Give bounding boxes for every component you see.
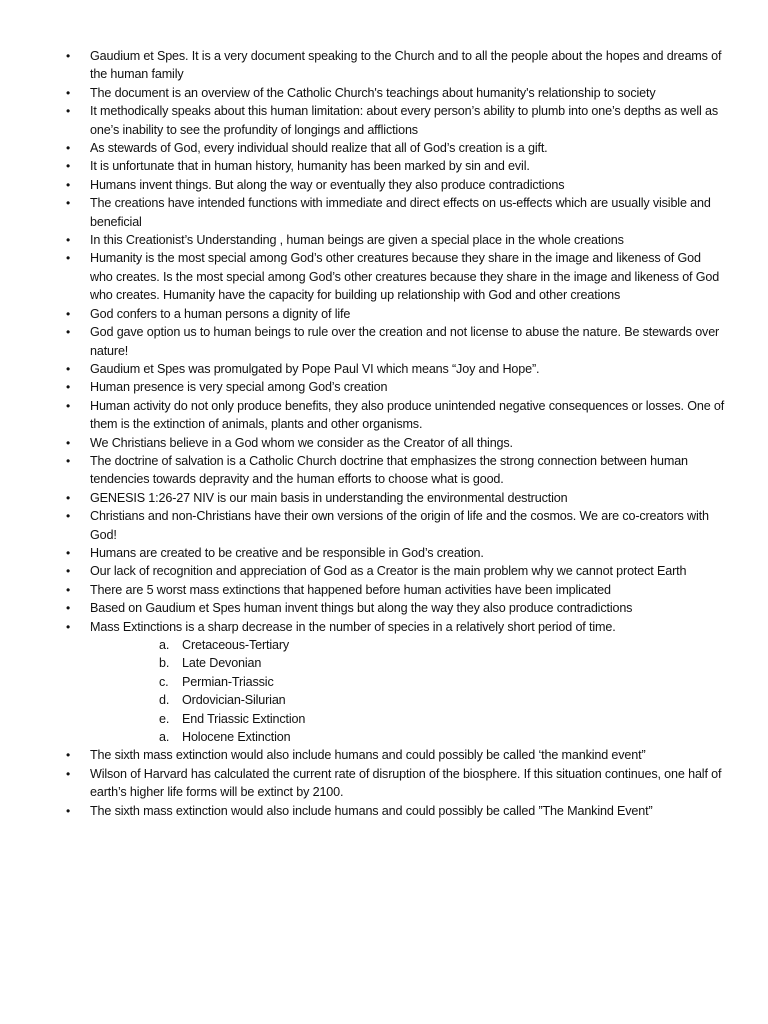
bullet-icon: •: [66, 601, 71, 616]
list-item-text: God gave option us to human beings to rule over the creation and not license to abuse the nature. Be stewards over nature!: [90, 325, 720, 358]
bullet-icon: •: [66, 398, 71, 413]
sublist-item-text: Cretaceous-Tertiary: [182, 638, 290, 652]
extinction-sublist: [90, 636, 726, 746]
list-item-text: Humans are created to be creative and be responsible in God’s creation.: [90, 545, 484, 560]
bullet-icon: •: [66, 619, 71, 634]
bullet-icon: •: [66, 104, 71, 119]
bullet-icon: •: [66, 582, 71, 597]
list-item: [66, 249, 726, 304]
bullet-icon: •: [66, 306, 71, 321]
sublist-item: [90, 691, 726, 709]
bullet-icon: •: [66, 233, 71, 248]
bullet-icon: •: [66, 453, 71, 468]
list-item-text: GENESIS 1:26-27 NIV is our main basis in understanding the environmental destruction: [90, 490, 568, 505]
bullet-icon: •: [66, 435, 71, 450]
list-item: [66, 434, 726, 452]
list-item-text: Human activity do not only produce benefits, they also produce unintended negative consequences or losses. One of them is the extinction of animals, plants and other organisms.: [90, 398, 725, 432]
list-item: [66, 397, 726, 434]
list-item: [66, 544, 726, 562]
list-item: [66, 84, 726, 102]
bullet-icon: •: [66, 159, 71, 174]
bullet-icon: •: [66, 748, 71, 763]
list-item: [66, 746, 726, 764]
list-item: [66, 47, 726, 84]
list-item: [66, 599, 726, 617]
list-item: [66, 452, 726, 489]
bullet-icon: •: [66, 509, 71, 524]
bullet-icon: •: [66, 177, 71, 192]
bullet-icon: •: [66, 803, 71, 818]
list-item-text: Humans invent things. But along the way or eventually they also produce contradictions: [90, 177, 565, 192]
list-item: [66, 360, 726, 378]
bullet-icon: •: [66, 490, 71, 505]
bullet-icon: •: [66, 251, 71, 266]
sublist-item-text: Permian-Triassic: [182, 674, 274, 689]
list-item-text: It is unfortunate that in human history, humanity has been marked by sin and evil.: [90, 159, 530, 174]
bullet-icon: •: [66, 141, 71, 156]
list-item: [66, 618, 726, 747]
list-item: [66, 802, 726, 820]
list-item: [66, 176, 726, 194]
list-item: [66, 231, 726, 249]
list-item-text: The document is an overview of the Catholic Church's teachings about humanity's relationship to society: [90, 85, 656, 100]
list-item: [66, 194, 726, 231]
list-item-text: The doctrine of salvation is a Catholic Church doctrine that emphasizes the strong connection between human tendencies towards depravity and the human efforts to choose what is good.: [90, 453, 688, 487]
list-item: [66, 305, 726, 323]
sublist-marker: a.: [159, 638, 170, 652]
list-item-text: Human presence is very special among God’s creation: [90, 380, 388, 395]
list-item-text: In this Creationist’s Understanding , human beings are given a special place in the whole creations: [90, 233, 624, 248]
list-item-text: Christians and non-Christians have their own versions of the origin of life and the cosmos. We are co-creators with God!: [90, 509, 709, 542]
sublist-item-text: End Triassic Extinction: [182, 711, 306, 726]
list-item-text: Mass Extinctions is a sharp decrease in the number of species in a relatively short period of time.: [90, 619, 616, 634]
list-item-text: There are 5 worst mass extinctions that happened before human activities have been implicated: [90, 582, 611, 597]
sublist-item: [90, 728, 726, 746]
bullet-icon: •: [66, 85, 71, 100]
bullet-icon: •: [66, 196, 71, 211]
sublist-item: [90, 710, 726, 728]
list-item: [66, 323, 726, 360]
bullet-icon: •: [66, 49, 71, 63]
list-item-text: The sixth mass extinction would also include humans and could possibly be called ‘the mankind event”: [90, 748, 646, 763]
list-item-text: As stewards of God, every individual should realize that all of God’s creation is a gift.: [90, 141, 548, 156]
list-item: [66, 581, 726, 599]
list-item: [66, 157, 726, 175]
list-item-text: Gaudium et Spes was promulgated by Pope Paul VI which means “Joy and Hope”.: [90, 361, 540, 376]
sublist-marker: c.: [159, 674, 169, 689]
list-item: [66, 562, 726, 580]
sublist-marker: b.: [159, 656, 170, 671]
sublist-item-text: Late Devonian: [182, 656, 262, 671]
list-item: [66, 489, 726, 507]
list-item-text: We Christians believe in a God whom we consider as the Creator of all things.: [90, 435, 513, 450]
sublist-marker: d.: [159, 693, 170, 708]
list-item-text: Humanity is the most special among God’s other creatures because they share in the image and likeness of God who creates. Is the most special among God’s other creatures because they share in the image and likeness of God who creates. Humanity have the capacity for building up relationship with God and other creations: [90, 251, 720, 303]
bullet-list: [66, 47, 726, 820]
document-body: [66, 47, 726, 820]
list-item-text: The creations have intended functions with immediate and direct effects on us-effects which are usually visible and beneficial: [90, 196, 711, 229]
list-item: [66, 139, 726, 157]
list-item: [66, 765, 726, 802]
sublist-marker: e.: [159, 711, 170, 726]
sublist-item: [90, 673, 726, 691]
sublist-item-text: Ordovician-Silurian: [182, 693, 286, 708]
list-item: [66, 378, 726, 396]
sublist-item-text: Holocene Extinction: [182, 730, 291, 745]
list-item-text: Based on Gaudium et Spes human invent things but along the way they also produce contradictions: [90, 601, 633, 616]
sublist-item: [90, 636, 726, 654]
list-item-text: Our lack of recognition and appreciation of God as a Creator is the main problem why we cannot protect Earth: [90, 564, 687, 579]
list-item: [66, 507, 726, 544]
list-item-text: It methodically speaks about this human limitation: about every person’s ability to plumb into one’s depths as well as one’s inability to see the profundity of longings and afflictions: [90, 104, 718, 137]
bullet-icon: •: [66, 545, 71, 560]
bullet-icon: •: [66, 361, 71, 376]
bullet-icon: •: [66, 325, 71, 340]
list-item-text: The sixth mass extinction would also include humans and could possibly be called ”The Mankind Event”: [90, 803, 653, 818]
bullet-icon: •: [66, 766, 71, 781]
list-item-text: God confers to a human persons a dignity of life: [90, 306, 351, 321]
sublist-marker: a.: [159, 730, 170, 745]
list-item: [66, 102, 726, 139]
bullet-icon: •: [66, 380, 71, 395]
sublist-item: [90, 654, 726, 672]
list-item-text: Wilson of Harvard has calculated the current rate of disruption of the biosphere. If this situation continues, one half of earth’s higher life forms will be extinct by 2100.: [90, 766, 722, 800]
list-item-text: Gaudium et Spes. It is a very document speaking to the Church and to all the people about the hopes and dreams of the human family: [90, 49, 722, 82]
bullet-icon: •: [66, 564, 71, 579]
